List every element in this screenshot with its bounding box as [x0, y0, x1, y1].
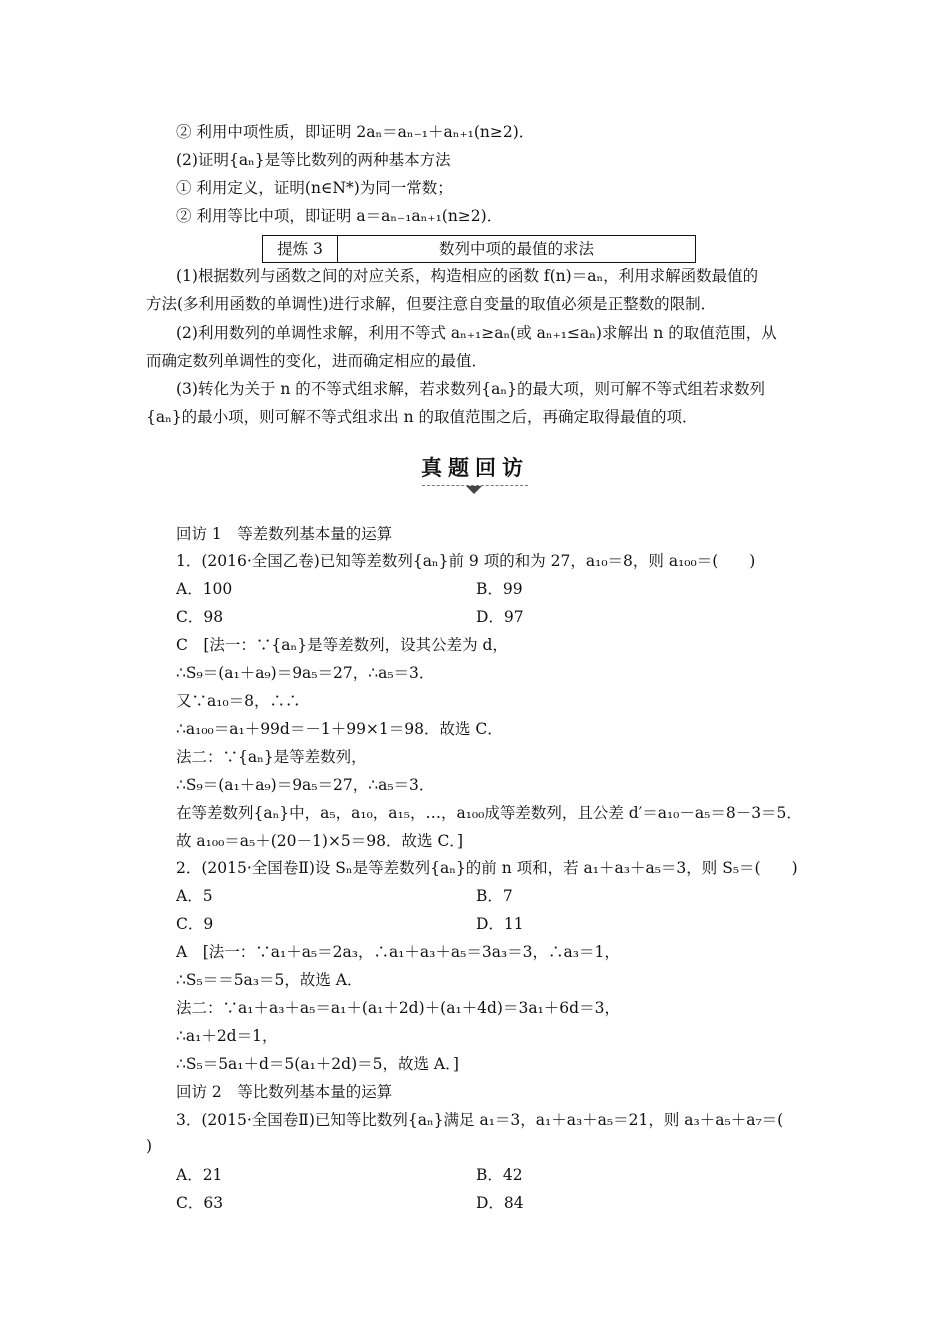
- answer-line: ∴a₁＋2d＝1，: [176, 1027, 278, 1045]
- option-row: [176, 1164, 804, 1186]
- answer-line: 法二：∵a₁＋a₃＋a₅＝a₁＋(a₁＋2d)＋(a₁＋4d)＝3a₁＋6d＝3，: [176, 999, 620, 1017]
- summary-box: [262, 235, 696, 263]
- answer-line: 法二：∵{aₙ}是等差数列，: [176, 748, 367, 766]
- triangle-down-icon: [466, 486, 482, 494]
- option-row: [176, 913, 804, 935]
- question-stem-cont: ): [146, 1137, 153, 1155]
- answer-line: ∴S₅＝5a₁＋d＝5(a₁＋2d)＝5，故选 A．]: [176, 1055, 459, 1073]
- question-stem: 1．(2016·全国乙卷)已知等差数列{aₙ}前 9 项的和为 27，a₁₀＝8，则 a₁₀₀＝( ): [176, 552, 756, 570]
- text-line: (1)根据数列与函数之间的对应关系，构造相应的函数 f(n)＝aₙ，利用求解函数最值的: [176, 267, 759, 285]
- option-b[interactable]: B．7: [476, 887, 513, 905]
- option-row: [176, 578, 804, 600]
- option-c[interactable]: C．9: [176, 915, 214, 933]
- option-row: [176, 1192, 804, 1214]
- option-c[interactable]: C．63: [176, 1194, 224, 1212]
- answer-line: A [法一：∵a₁＋a₅＝2a₃，∴a₁＋a₃＋a₅＝3a₃＝3，∴a₃＝1，: [176, 943, 620, 961]
- option-row: [176, 606, 804, 628]
- text-line: (2)证明{aₙ}是等比数列的两种基本方法: [176, 151, 451, 169]
- option-c[interactable]: C．98: [176, 608, 224, 626]
- answer-line: 故 a₁₀₀＝a₅＋(20－1)×5＝98．故选 C．]: [176, 832, 464, 850]
- section-heading: 真题回访: [421, 456, 529, 480]
- summary-box-title: 数列中项的最值的求法: [438, 240, 594, 258]
- text-line: ② 利用等比中项，即证明 a＝aₙ₋₁aₙ₊₁(n≥2)．: [176, 207, 503, 225]
- option-row: [176, 885, 804, 907]
- option-a[interactable]: A．5: [176, 887, 213, 905]
- text-line: ① 利用定义，证明(n∈N*)为同一常数；: [176, 179, 453, 197]
- text-line: 方法(多利用函数的单调性)进行求解，但要注意自变量的取值必须是正整数的限制．: [146, 295, 717, 313]
- text-line: (3)转化为关于 n 的不等式组求解，若求数列{aₙ}的最大项，则可解不等式组若求数列: [176, 380, 765, 398]
- text-line: 而确定数列单调性的变化，进而确定相应的最值．: [146, 352, 488, 370]
- answer-line: C [法一：∵{aₙ}是等差数列，设其公差为 d，: [176, 636, 508, 654]
- option-d[interactable]: D．97: [476, 608, 524, 626]
- option-d[interactable]: D．84: [476, 1194, 524, 1212]
- text-line: (2)利用数列的单调性求解，利用不等式 aₙ₊₁≥aₙ(或 aₙ₊₁≤aₙ)求解出 n 的取值范围，从: [176, 324, 777, 342]
- option-b[interactable]: B．99: [476, 580, 523, 598]
- option-d[interactable]: D．11: [476, 915, 524, 933]
- text-line: ② 利用中项性质，即证明 2aₙ＝aₙ₋₁＋aₙ₊₁(n≥2)．: [176, 123, 535, 141]
- review-title: 回访 1 等差数列基本量的运算: [176, 525, 393, 543]
- option-a[interactable]: A．21: [176, 1166, 223, 1184]
- summary-box-label: 提炼 3: [263, 236, 338, 262]
- answer-line: ∴S₅＝＝5a₃＝5，故选 A．: [176, 971, 363, 989]
- option-b[interactable]: B．42: [476, 1166, 523, 1184]
- answer-line: ∴a₁₀₀＝a₁＋99d＝－1＋99×1＝98．故选 C．: [176, 720, 503, 738]
- answer-line: ∴S₉＝(a₁＋a₉)＝9a₅＝27，∴a₅＝3．: [176, 776, 435, 794]
- answer-line: 又∵a₁₀＝8，∴∴: [176, 692, 301, 710]
- answer-line: ∴S₉＝(a₁＋a₉)＝9a₅＝27，∴a₅＝3．: [176, 664, 435, 682]
- text-line: {aₙ}的最小项，则可解不等式组求出 n 的取值范围之后，再确定取得最值的项．: [146, 408, 698, 426]
- answer-line: 在等差数列{aₙ}中，a₅，a₁₀，a₁₅，…，a₁₀₀成等差数列，且公差 d′＝a₁₀－a₅＝8－3＝5．: [176, 804, 802, 822]
- question-stem: 3．(2015·全国卷Ⅱ)已知等比数列{aₙ}满足 a₁＝3，a₁＋a₃＋a₅＝21，则 a₃＋a₅＋a₇＝(: [176, 1111, 784, 1129]
- option-a[interactable]: A．100: [176, 580, 233, 598]
- question-stem: 2．(2015·全国卷Ⅱ)设 Sₙ是等差数列{aₙ}的前 n 项和，若 a₁＋a₃＋a₅＝3，则 S₅＝( ): [176, 859, 798, 877]
- review-title: 回访 2 等比数列基本量的运算: [176, 1083, 393, 1101]
